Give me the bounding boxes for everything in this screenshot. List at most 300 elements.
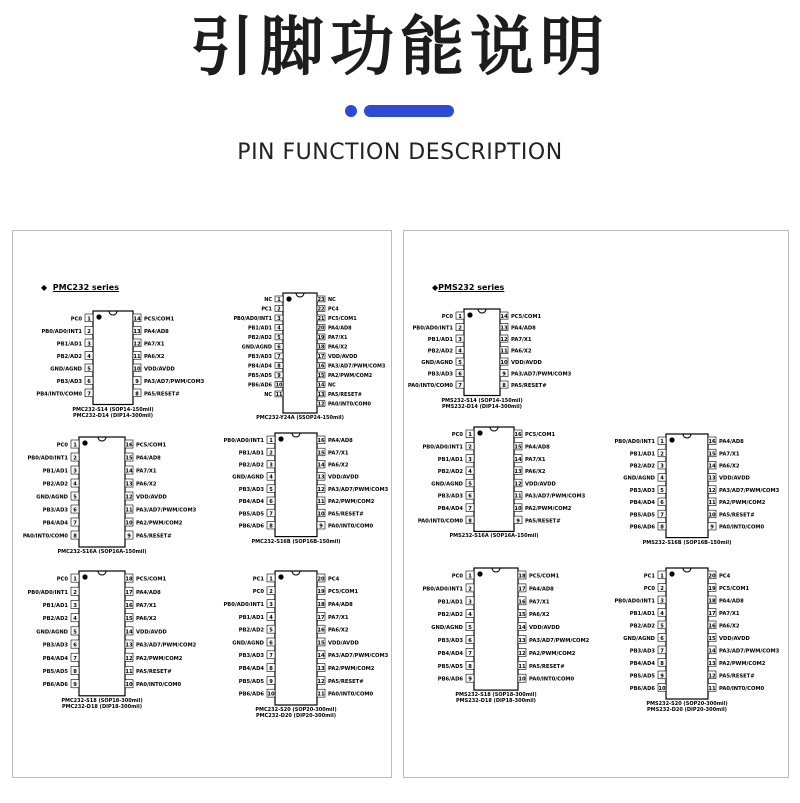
pin-number: 12 — [514, 481, 522, 488]
pin-label-left: GND/AGND — [623, 635, 655, 642]
pin-number: 20 — [317, 576, 325, 583]
pin-label-right: PA7/X1 — [719, 451, 740, 458]
pin-label-left: PC0 — [643, 585, 655, 592]
pin-label-right: PA4/AD8 — [511, 325, 536, 332]
pin-label-right: PC5/COM1 — [719, 585, 750, 592]
pin-label-right: PA5/RESET# — [136, 669, 172, 675]
pin-label-left: PB4/AD4 — [248, 363, 272, 370]
pin-label-right: VDD/AVDD — [511, 359, 542, 366]
pin-number: 9 — [468, 676, 472, 683]
pin-label-left: PB1/AD1 — [56, 341, 82, 348]
pin-label-left: PB1/AD1 — [248, 325, 272, 332]
pin-label-left: PB6/AD6 — [238, 523, 264, 530]
pin-number: 10 — [267, 691, 275, 698]
pin-label-left: PB4/AD4 — [42, 520, 68, 527]
pin-label-left: PB0/AD0/INT1 — [412, 325, 453, 332]
pin-number: 15 — [514, 444, 522, 451]
pin-label-left: PB2/AD2 — [238, 462, 264, 469]
pin-label-right: VDD/AVDD — [136, 629, 167, 636]
pin-number: 5 — [468, 625, 472, 632]
pin-number: 7 — [458, 382, 462, 389]
pin-number: 8 — [468, 518, 472, 525]
pin-number: 10 — [133, 366, 141, 373]
pin-label-right: PA2/PWM/COM2 — [529, 650, 576, 657]
pin-label-left: PB1/AD1 — [42, 603, 68, 609]
pin-number: 10 — [708, 512, 716, 519]
pin-number: 8 — [73, 669, 77, 675]
pin-label-left: PB1/AD1 — [427, 336, 453, 343]
pin-label-left: PB2/AD2 — [42, 481, 68, 488]
pin-label-left: PA0/INT0/COM0 — [22, 533, 68, 540]
pin-number: 6 — [660, 500, 664, 507]
pin-number: 2 — [73, 589, 77, 596]
pin-number: 14 — [317, 382, 325, 389]
pin-number: 6 — [660, 635, 664, 642]
pin-label-left: PB3/AD3 — [42, 642, 68, 649]
pin-number: 5 — [73, 629, 77, 636]
pin-number: 14 — [317, 653, 325, 660]
chip-body — [474, 427, 514, 531]
pin-label-right: PA5/RESET# — [511, 382, 547, 389]
pin-label-left: PB5/AD5 — [238, 678, 264, 685]
pin-number: 9 — [135, 378, 139, 385]
pin-number: 14 — [518, 625, 526, 632]
chip-caption: PMS232-S14 (SOP14-150mil) — [441, 397, 523, 404]
pin-number: 12 — [317, 486, 325, 493]
pin-number: 10 — [125, 682, 133, 689]
pin-label-right: PA0/INT0/COM0 — [529, 676, 575, 683]
pin-label-right: PA7/X1 — [529, 599, 550, 606]
chip-caption: PMC232-S18 (SOP18-300mil) — [61, 697, 143, 704]
pin-number: 16 — [514, 432, 522, 439]
pin-label-right: NC — [328, 296, 336, 303]
chip-pinout — [396, 427, 592, 535]
pin-label-right: PA2/PWM/COM2 — [136, 655, 183, 662]
chip-diagram — [205, 293, 395, 413]
pin-number: 15 — [708, 635, 716, 642]
pin-label-right: PC5/COM1 — [136, 442, 167, 449]
pin-label-right: PA3/AD7/PWM/COM3 — [328, 653, 389, 660]
pin-label-left: PC0 — [451, 432, 463, 439]
pin-number: 13 — [500, 325, 508, 332]
pin-number: 8 — [269, 666, 273, 672]
pin-label-right: PA4/AD8 — [328, 602, 353, 608]
pin-number: 14 — [500, 313, 508, 320]
pin1-marker — [467, 312, 472, 317]
pin-label-left: GND/AGND — [421, 359, 453, 366]
pin-number: 10 — [658, 685, 666, 692]
pin-label-right: PA7/X1 — [328, 334, 348, 341]
pin-number: 1 — [277, 296, 281, 303]
pin-number: 8 — [269, 523, 273, 530]
pin-label-left: GND/AGND — [232, 474, 264, 481]
pin-number: 8 — [660, 524, 664, 531]
pin-number: 12 — [317, 401, 325, 408]
pin-number: 2 — [660, 451, 664, 458]
series-heading: ◆ PMC232 series — [41, 283, 119, 292]
pin-number: 4 — [269, 474, 273, 481]
pin-label-right: PA3/AD7/PWM/COM3 — [525, 493, 586, 500]
pin-number: 2 — [458, 325, 462, 332]
pin-number: 9 — [269, 678, 273, 685]
pin-label-left: NC — [264, 391, 272, 398]
pin-label-right: VDD/AVDD — [529, 625, 560, 632]
pin-label-left: PB1/AD1 — [238, 450, 264, 457]
pin-label-left: GND/AGND — [623, 475, 655, 482]
pin-number: 13 — [317, 666, 325, 672]
pin-label-left: GND/AGND — [431, 625, 463, 632]
pin-label-left: PB0/AD0/INT1 — [614, 598, 655, 605]
pin-number: 6 — [468, 637, 472, 644]
pin-number: 5 — [660, 623, 664, 630]
pin-number: 5 — [660, 487, 664, 494]
pin-label-left: PB2/AD2 — [56, 353, 82, 360]
pin-label-left: PB3/AD3 — [248, 353, 272, 360]
pin-number: 9 — [710, 524, 714, 531]
pin-label-left: PB5/AD5 — [437, 663, 463, 670]
chip-body — [275, 571, 317, 705]
pin-label-left: PB3/AD3 — [427, 371, 453, 378]
pin-number: 12 — [500, 336, 508, 343]
pin-label-left: GND/AGND — [232, 640, 264, 647]
pin-number: 8 — [468, 663, 472, 670]
pin-number: 16 — [317, 438, 325, 445]
chip-caption: PMS232-S16A (SOP16A-150mil) — [449, 533, 539, 540]
pin-label-left: PB4/INT0/COM0 — [36, 391, 82, 398]
pin-number: 3 — [277, 315, 281, 322]
pin-label-left: PC0 — [252, 589, 264, 596]
pin-label-left: PB4/AD4 — [42, 655, 68, 662]
pin-label-right: PA2/PWM/COM2 — [136, 520, 183, 527]
pin-number: 15 — [317, 450, 325, 457]
pin-label-right: PA6/X2 — [136, 481, 157, 488]
pin-label-left: PA0/INT0/COM0 — [407, 382, 453, 389]
pin-number: 8 — [73, 533, 77, 540]
pin-label-left: PB6/AD6 — [629, 524, 655, 531]
pin-number: 9 — [502, 371, 506, 378]
pin-number: 3 — [458, 336, 462, 343]
chip-caption: PMC232-S16B (SOP16B-150mil) — [251, 538, 341, 545]
pin-number: 16 — [317, 363, 325, 370]
pin-number: 4 — [660, 475, 664, 482]
pin-label-right: PA6/X2 — [529, 612, 550, 619]
pin-label-right: VDD/AVDD — [328, 640, 359, 647]
pin-label-left: PB3/AD3 — [42, 507, 68, 514]
pin-number: 2 — [269, 450, 273, 457]
chip-pinout — [197, 571, 395, 709]
pin-number: 13 — [133, 328, 141, 335]
pin-number: 4 — [660, 610, 664, 617]
pin1-marker — [477, 430, 482, 435]
pin-number: 1 — [269, 438, 273, 445]
pin-label-right: PA4/AD8 — [136, 455, 161, 462]
pin-number: 14 — [708, 648, 716, 655]
chip-body — [79, 437, 125, 547]
pin-label-left: PB2/AD2 — [629, 463, 655, 470]
pin-label-left: PB2/AD2 — [42, 616, 68, 623]
pin-number: 1 — [458, 313, 462, 320]
pin-label-left: PB1/AD1 — [629, 610, 655, 617]
pin-label-right: PA5/RESET# — [525, 518, 561, 525]
pin-label-right: PA2/PWM/COM2 — [328, 372, 373, 379]
chip-caption: PMC232-S20 (SOP20-300mil) — [255, 707, 337, 713]
chip-caption: PMC232-S16A (SOP16A-150mil) — [57, 549, 147, 555]
pin-number: 16 — [708, 623, 716, 630]
pin-number: 6 — [87, 378, 91, 385]
pin-number: 12 — [708, 673, 716, 680]
pin-label-left: GND/AGND — [36, 494, 68, 501]
pin-label-left: PB5/AD5 — [248, 372, 272, 379]
pin-number: 1 — [269, 576, 273, 583]
pin-number: 5 — [277, 334, 281, 341]
pin-label-right: PA0/INT0/COM0 — [136, 682, 182, 689]
pin-label-left: PB4/AD4 — [437, 505, 463, 512]
pin-label-left: PB0/AD0/INT1 — [223, 438, 264, 445]
pin-label-left: PB1/AD1 — [437, 456, 463, 463]
pin-label-right: PA0/INT0/COM0 — [719, 685, 765, 692]
pin-label-left: PB3/AD3 — [629, 487, 655, 494]
pin-number: 11 — [317, 499, 325, 506]
pin-number: 4 — [468, 612, 472, 619]
pms232-panel — [403, 230, 789, 778]
pin-label-left: PB3/AD3 — [56, 378, 82, 385]
pin-label-left: PB2/AD2 — [427, 348, 453, 355]
pin-label-left: PB0/AD0/INT1 — [614, 439, 655, 446]
chip-body — [474, 568, 518, 690]
pin-number: 7 — [660, 512, 664, 519]
pin-label-left: PB4/AD4 — [238, 666, 264, 672]
pin-number: 2 — [468, 444, 472, 451]
pin-label-right: PA7/X1 — [719, 610, 740, 617]
chip-body — [666, 434, 708, 538]
pin-label-left: PB5/AD5 — [42, 669, 68, 675]
pin-number: 17 — [125, 589, 133, 596]
pin-number: 16 — [125, 442, 133, 449]
chip-caption: PMS232-S16B (SOP16B-150mil) — [642, 539, 732, 546]
pin-number: 7 — [269, 511, 273, 518]
chip-caption: PMC232-D14 (DIP14-300mil) — [72, 412, 154, 419]
chip-caption: PMS232-D14 (DIP14-300mil) — [442, 403, 522, 410]
accent-bar — [364, 105, 454, 117]
pin-number: 3 — [269, 462, 273, 469]
pin-number: 13 — [514, 469, 522, 476]
pin-number: 7 — [269, 653, 273, 660]
pin-label-right: PA3/AD7/PWM/COM2 — [136, 642, 197, 649]
pin-number: 14 — [125, 629, 133, 636]
chip-caption: PMC232-D20 (DIP20-300mil) — [255, 713, 337, 719]
pin-label-left: PB2/AD2 — [248, 334, 272, 341]
pin-label-left: PC0 — [70, 316, 82, 323]
pin-number: 3 — [73, 603, 77, 609]
chip-diagram — [396, 427, 592, 531]
pin-label-right: PA5/RESET# — [529, 663, 565, 670]
pin-label-right: PA3/AD7/PWM/COM3 — [328, 486, 389, 493]
chip-body — [79, 571, 125, 696]
chip-pinout — [205, 293, 395, 417]
pin-label-left: PB2/AD2 — [437, 612, 463, 619]
chip-pinout — [197, 433, 395, 541]
pin-number: 5 — [468, 481, 472, 488]
chip-pinout — [1, 571, 203, 700]
chip-diagram — [588, 568, 786, 699]
pin-number: 18 — [317, 344, 325, 351]
pin-number: 16 — [708, 439, 716, 446]
pin-label-right: PA4/AD8 — [525, 444, 550, 451]
pin-number: 4 — [87, 353, 91, 360]
pin-label-right: PA5/RESET# — [144, 391, 180, 398]
pin-label-left: PB1/AD1 — [238, 614, 264, 621]
pin-label-left: PC1 — [643, 573, 655, 580]
pin1-marker — [669, 437, 674, 442]
pin-number: 2 — [87, 328, 91, 335]
pin-label-right: PA7/X1 — [328, 614, 349, 621]
pin1-marker — [82, 574, 87, 579]
pin-number: 13 — [518, 637, 526, 644]
pin-number: 11 — [708, 685, 716, 692]
pin-number: 23 — [317, 296, 325, 303]
pin-label-right: PA6/X2 — [136, 616, 157, 623]
chip-diagram — [396, 568, 596, 690]
pin-label-right: PA5/RESET# — [136, 533, 172, 540]
pin-label-right: VDD/AVDD — [136, 494, 167, 501]
pin-label-right: PC5/COM1 — [529, 573, 560, 580]
pin-number: 11 — [500, 348, 508, 355]
chip-caption: PMS232-S20 (SOP20-300mil) — [646, 701, 728, 707]
pin-label-left: PB6/AD6 — [629, 685, 655, 692]
pin-number: 1 — [87, 316, 91, 323]
pin-label-left: PB4/AD4 — [437, 650, 463, 657]
pin-number: 10 — [275, 382, 283, 389]
chip-pinout — [1, 437, 203, 551]
pin-label-left: GND/AGND — [241, 344, 272, 351]
pin-number: 6 — [269, 499, 273, 506]
pin-number: 19 — [317, 589, 325, 596]
pin-number: 7 — [277, 353, 281, 360]
pin-label-right: PA4/AD8 — [719, 439, 744, 446]
pin-number: 11 — [317, 691, 325, 698]
pin-label-left: PB3/AD3 — [238, 653, 264, 660]
series-title: PMC232 series — [52, 283, 119, 292]
pin-label-right: VDD/AVDD — [328, 353, 358, 360]
pin-number: 4 — [73, 481, 77, 488]
pin-label-right: PA0/INT0/COM0 — [719, 524, 765, 531]
pin-number: 10 — [317, 511, 325, 518]
pin-label-right: PA2/PWM/COM2 — [719, 660, 766, 667]
pin-number: 2 — [660, 585, 664, 592]
pin-number: 15 — [518, 612, 526, 619]
pin-label-left: PC1 — [252, 576, 264, 583]
pin-number: 12 — [518, 650, 526, 657]
pin-number: 13 — [708, 475, 716, 482]
pin-number: 13 — [317, 474, 325, 481]
pin-label-right: PC5/COM1 — [144, 316, 175, 323]
pin-label-right: PA4/AD8 — [719, 598, 744, 605]
pin-label-right: PA5/RESET# — [719, 512, 755, 519]
pin-label-left: PB0/AD0/INT1 — [422, 586, 463, 593]
pin-label-right: VDD/AVDD — [144, 366, 175, 373]
pin-label-right: PA2/PWM/COM2 — [328, 499, 375, 506]
pin-label-right: PA7/X1 — [144, 341, 165, 348]
pin-number: 6 — [73, 507, 77, 514]
pin-number: 4 — [73, 616, 77, 623]
pin-label-right: PA0/INT0/COM0 — [328, 691, 374, 698]
pin-label-left: PB6/AD6 — [437, 676, 463, 683]
pin-number: 7 — [87, 391, 91, 398]
pin-label-left: PC0 — [451, 573, 463, 580]
pin-label-right: PA7/X1 — [136, 603, 157, 609]
pin-label-right: PA2/PWM/COM2 — [525, 505, 572, 512]
pin-number: 5 — [458, 359, 462, 366]
pin-number: 13 — [125, 481, 133, 488]
pin1-marker — [96, 314, 101, 319]
series-heading: ◆PMS232 series — [432, 283, 505, 292]
pin-number: 17 — [518, 586, 526, 593]
pin-number: 11 — [133, 353, 141, 360]
pin-number: 6 — [468, 493, 472, 500]
pin-label-right: PC5/COM1 — [511, 313, 542, 320]
chip-pinout — [588, 434, 786, 542]
pin-number: 8 — [502, 382, 506, 389]
pin1-marker — [477, 571, 482, 576]
pin-label-right: VDD/AVDD — [525, 481, 556, 488]
pin-number: 6 — [73, 642, 77, 649]
pin-number: 5 — [269, 627, 273, 634]
pin-label-right: PA3/AD7/PWM/COM3 — [328, 363, 386, 370]
pin-number: 16 — [125, 603, 133, 609]
pin-label-right: PA7/X1 — [136, 468, 157, 475]
pin-label-left: PB5/AD5 — [629, 673, 655, 680]
pin-number: 7 — [660, 648, 664, 655]
pin-number: 3 — [87, 341, 91, 348]
pmc232-panel — [12, 230, 392, 778]
pin-number: 5 — [87, 366, 91, 373]
pin-label-left: PA0/INT0/COM0 — [417, 518, 463, 525]
pin-label-left: PB4/AD4 — [238, 499, 264, 506]
pin-label-left: PC0 — [56, 576, 68, 583]
pin-label-left: PB3/AD3 — [437, 493, 463, 500]
pin-number: 17 — [708, 610, 716, 617]
pin-label-left: PB3/AD3 — [629, 648, 655, 655]
pin-number: 15 — [125, 616, 133, 623]
pin-label-left: PB1/AD1 — [629, 451, 655, 458]
pin-number: 14 — [514, 456, 522, 463]
pin-number: 8 — [660, 660, 664, 667]
pin-number: 9 — [660, 673, 664, 680]
pin-label-right: PC4 — [719, 573, 731, 580]
pin-label-right: PA3/AD7/PWM/COM2 — [529, 637, 590, 644]
pin-number: 2 — [269, 589, 273, 596]
pin-number: 6 — [269, 640, 273, 647]
pin-label-right: PA7/X1 — [511, 336, 532, 343]
chip-diagram — [1, 437, 203, 547]
pin-label-left: PB6/AD6 — [238, 691, 264, 698]
pin-label-right: PA3/AD7/PWM/COM3 — [719, 487, 780, 494]
pin-number: 20 — [708, 573, 716, 580]
pin-label-left: PB6/AD6 — [248, 382, 272, 389]
pin-label-left: PB4/AD4 — [629, 660, 655, 667]
pin-number: 15 — [317, 372, 325, 379]
pin-number: 9 — [73, 682, 77, 689]
pin-number: 13 — [708, 660, 716, 667]
pin-number: 3 — [660, 598, 664, 605]
pin-number: 16 — [317, 627, 325, 634]
pin-number: 3 — [468, 599, 472, 606]
pin-number: 18 — [708, 598, 716, 605]
chip-body — [464, 309, 500, 396]
pin-label-left: PB4/AD4 — [629, 500, 655, 507]
pin-number: 13 — [125, 642, 133, 649]
pin-label-right: PA5/RESET# — [719, 673, 755, 680]
